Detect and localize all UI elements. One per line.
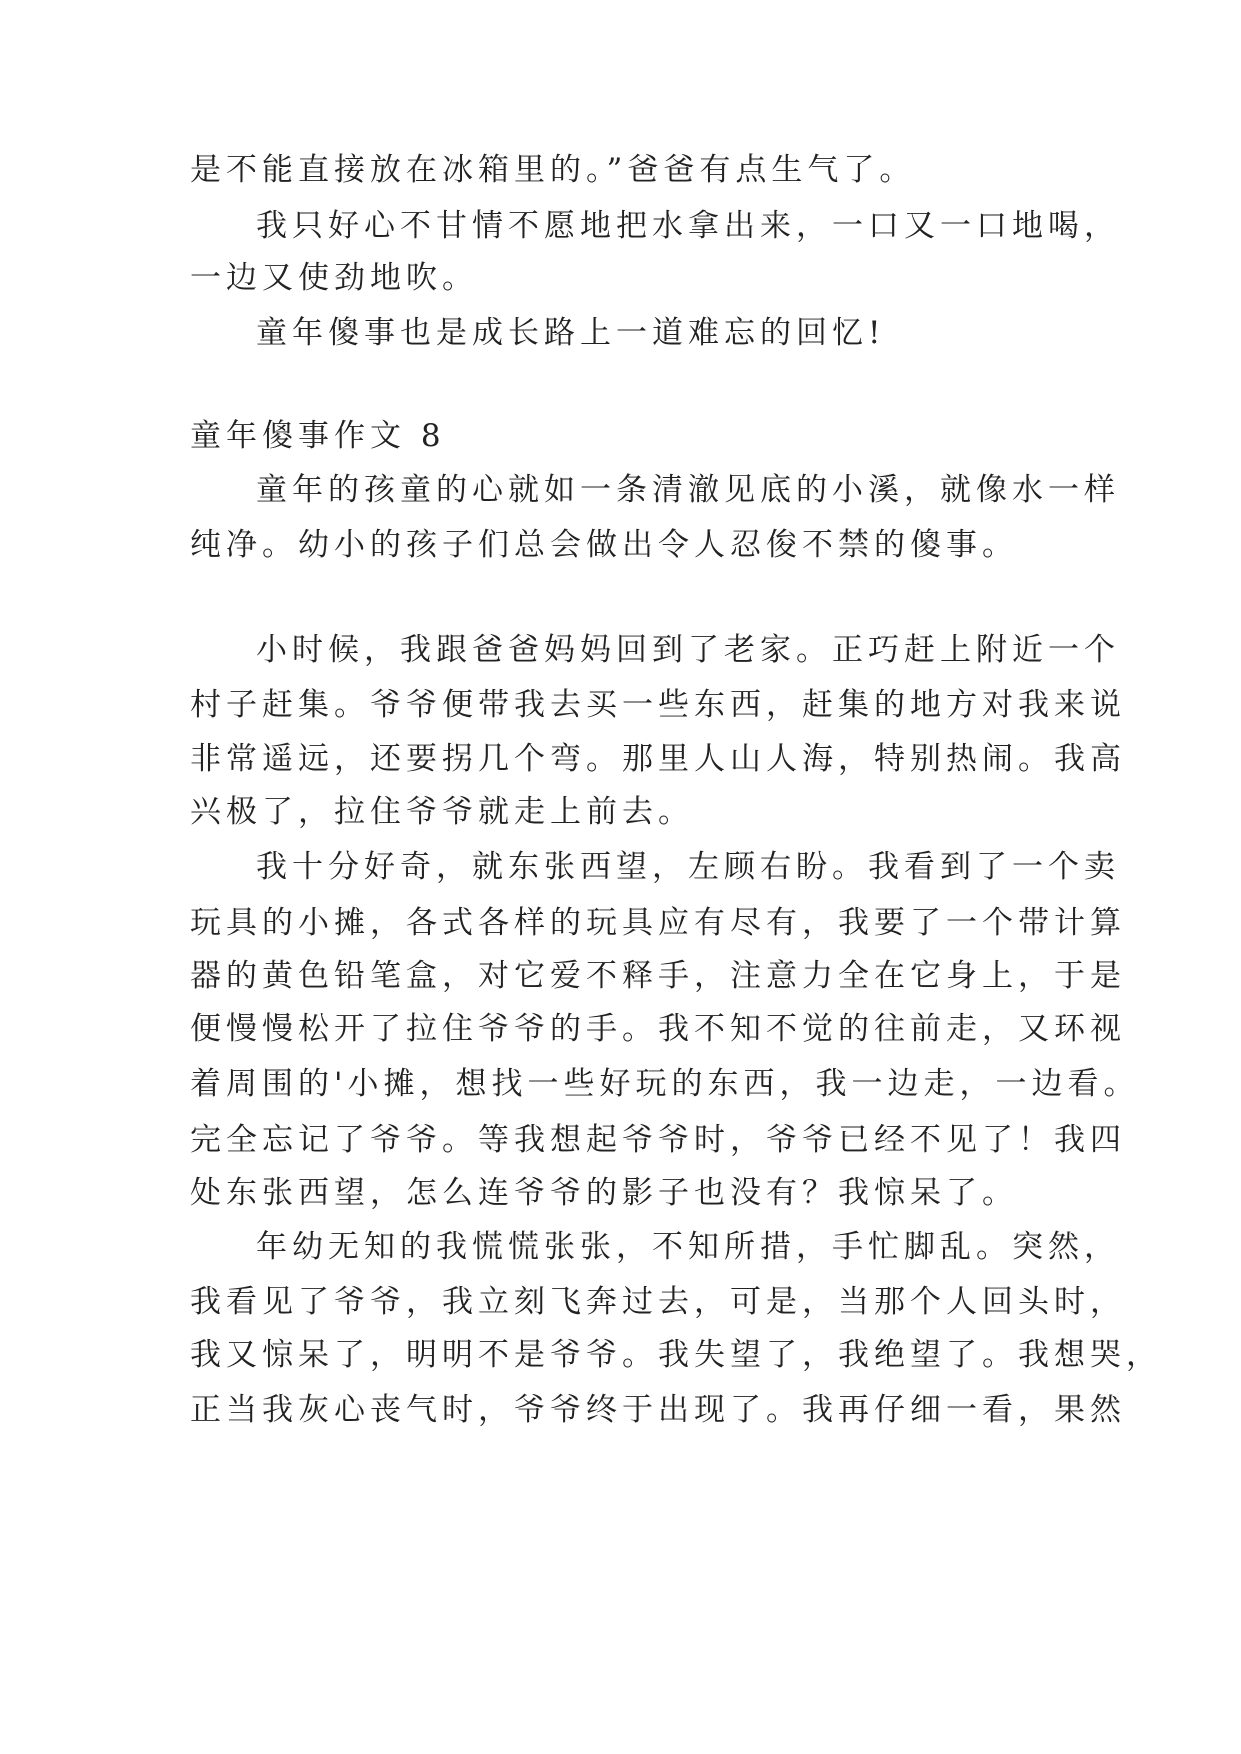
text-line: 童年傻事也是成长路上一道难忘的回忆! (256, 315, 886, 351)
text-line: 着周围的'小摊，想找一些好玩的东西，我一边走，一边看。 (190, 1066, 1140, 1102)
text-line: 玩具的小摊，各式各样的玩具应有尽有，我要了一个带计算 (190, 905, 1126, 941)
text-line: 年幼无知的我慌慌张张，不知所措，手忙脚乱。突然， (256, 1229, 1120, 1265)
text-line: 我只好心不甘情不愿地把水拿出来，一口又一口地喝， (256, 208, 1120, 244)
text-line: 非常遥远，还要拐几个弯。那里人山人海，特别热闹。我高 (190, 741, 1126, 777)
text-line: 便慢慢松开了拉住爷爷的手。我不知不觉的往前走，又环视 (190, 1011, 1126, 1047)
text-line: 小时候，我跟爸爸妈妈回到了老家。正巧赶上附近一个 (256, 632, 1120, 668)
text-line: 我又惊呆了，明明不是爷爷。我失望了，我绝望了。我想哭， (190, 1337, 1162, 1373)
text-line: 纯净。幼小的孩子们总会做出令人忍俊不禁的傻事。 (190, 527, 1018, 563)
text-line: 兴极了，拉住爷爷就走上前去。 (190, 794, 694, 830)
text-line: 一边又使劲地吹。 (190, 260, 478, 296)
text-line: 童年的孩童的心就如一条清澈见底的小溪，就像水一样 (256, 472, 1120, 508)
text-line: 是不能直接放在冰箱里的。”爸爸有点生气了。 (190, 152, 916, 188)
text-line: 完全忘记了爷爷。等我想起爷爷时，爷爷已经不见了！我四 (190, 1122, 1126, 1158)
text-line: 我十分好奇，就东张西望，左顾右盼。我看到了一个卖 (256, 849, 1120, 885)
text-line: 器的黄色铅笔盒，对它爱不释手，注意力全在它身上，于是 (190, 958, 1126, 994)
text-line: 处东张西望，怎么连爷爷的影子也没有？我惊呆了。 (190, 1175, 1018, 1211)
text-line: 我看见了爷爷，我立刻飞奔过去，可是，当那个人回头时， (190, 1284, 1126, 1320)
text-line: 村子赶集。爷爷便带我去买一些东西，赶集的地方对我来说 (190, 687, 1126, 723)
section-heading: 童年傻事作文 8 (190, 418, 446, 454)
text-line: 正当我灰心丧气时，爷爷终于出现了。我再仔细一看，果然 (190, 1392, 1126, 1428)
